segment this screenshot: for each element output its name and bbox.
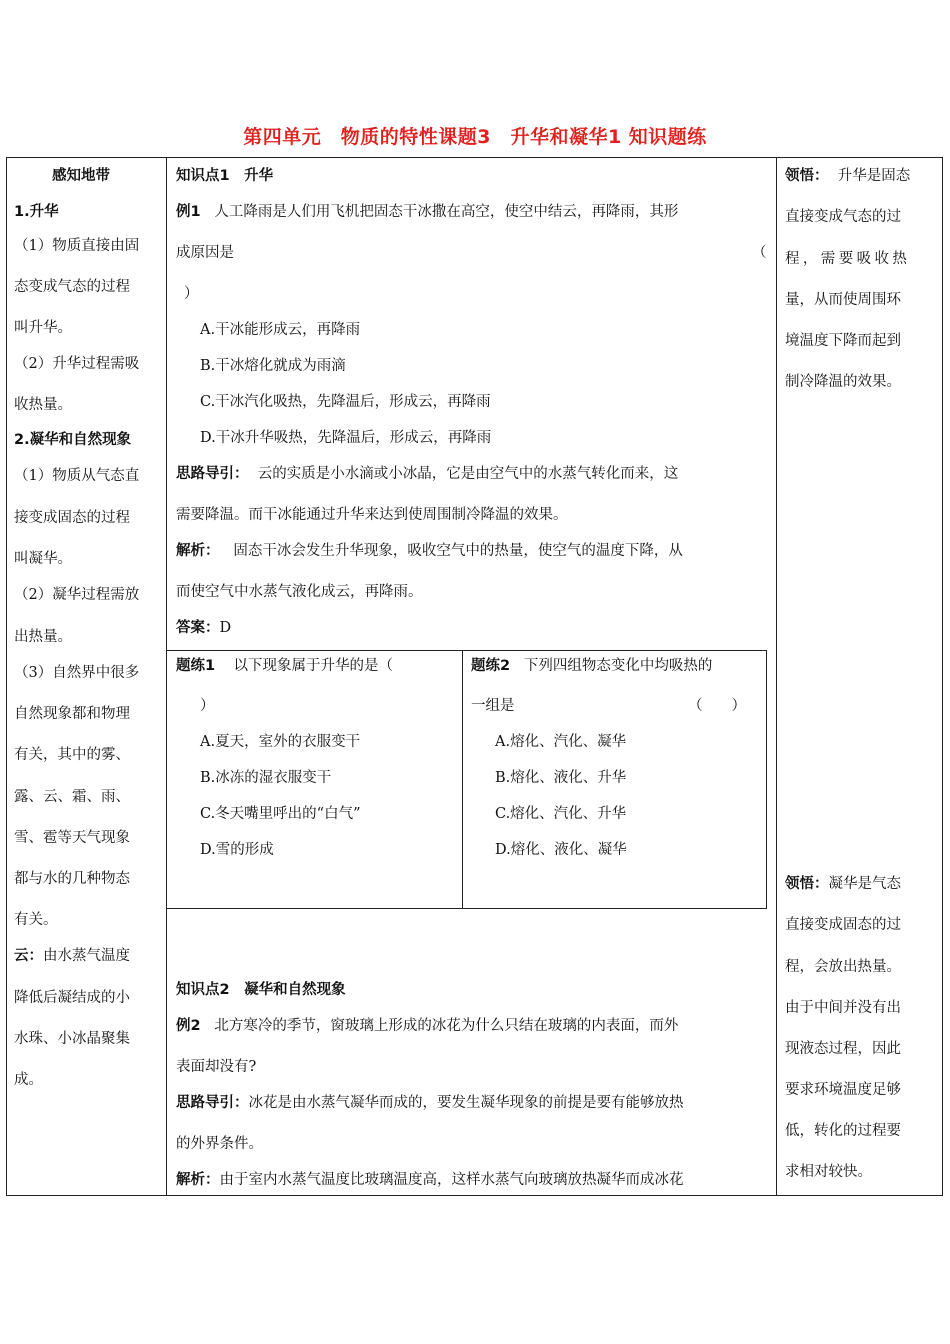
cloud-label: 云： xyxy=(14,948,43,964)
option: B.熔化、液化、升华 xyxy=(495,770,627,786)
example-1 xyxy=(176,200,678,221)
left-text: 叫升华。 xyxy=(14,320,72,336)
knowledge-point-1: 知识点1 升华 xyxy=(176,168,274,184)
analysis-label: 解析： xyxy=(176,1172,220,1188)
practice-2 xyxy=(471,654,712,675)
practice-text: ） xyxy=(200,698,215,714)
guide-label: 思路导引： xyxy=(176,466,249,482)
analysis-2 xyxy=(176,1168,684,1189)
left-text: 都与水的几种物态 xyxy=(14,871,130,887)
left-text: （1）物质直接由固 xyxy=(14,238,140,254)
knowledge-point-2: 知识点2 凝华和自然现象 xyxy=(176,982,346,998)
practice-label: 题练1 xyxy=(176,658,216,674)
guide-text: 云的实质是小水滴或小冰晶，它是由空气中的水蒸气转化而来，这 xyxy=(257,466,679,482)
divider-left xyxy=(166,157,167,1195)
left-text: 露、云、霜、雨、 xyxy=(14,789,130,805)
example-text: 北方寒冷的季节，窗玻璃上形成的冰花为什么只结在玻璃的内表面，而外 xyxy=(214,1018,679,1034)
left-text: 成。 xyxy=(14,1072,43,1088)
left-text: 水珠、小冰晶聚集 xyxy=(14,1031,130,1047)
example-label: 例2 xyxy=(176,1018,201,1034)
left-text: 态变成气态的过程 xyxy=(14,279,130,295)
insight-text: 境温度下降而起到 xyxy=(785,333,901,349)
left-text: 雪、雹等天气现象 xyxy=(14,830,130,846)
guide-label: 思路导引： xyxy=(176,1095,249,1111)
insight-text: 升华是固态 xyxy=(837,168,911,184)
practice-label: 题练2 xyxy=(471,658,511,674)
guide-text: 需要降温。而干冰能通过升华来达到使周围制冷降温的效果。 xyxy=(176,507,568,523)
option: C.冬天嘴里呼出的“白气” xyxy=(200,806,361,822)
analysis-1 xyxy=(176,539,683,560)
practice-top-border xyxy=(166,650,767,651)
left-text: （3）自然界中很多 xyxy=(14,665,140,681)
left-text: 自然现象都和物理 xyxy=(14,706,130,722)
insight-2 xyxy=(785,872,901,893)
insight-label: 领悟： xyxy=(785,168,829,184)
answer-value: D xyxy=(219,620,232,636)
insight-text: 直接变成固态的过 xyxy=(785,917,901,933)
practice-text: 一组是 xyxy=(471,698,515,714)
left-text: （1）物质从气态直 xyxy=(14,468,140,484)
practice-mid-border xyxy=(462,650,463,909)
guide-text: 冰花是由水蒸气凝华而成的，要发生凝华现象的前提是要有能够放热 xyxy=(248,1095,684,1111)
cloud-definition xyxy=(14,944,130,965)
insight-text: 程，会放出热量。 xyxy=(785,959,901,975)
example-text: 人工降雨是人们用飞机把固态干冰撒在高空，使空中结云，再降雨，其形 xyxy=(214,204,679,220)
option: C.熔化、汽化、升华 xyxy=(495,806,627,822)
left-text: （2）升华过程需吸 xyxy=(14,356,140,372)
option: D.熔化、液化、凝华 xyxy=(495,842,627,858)
example-text: 成原因是 xyxy=(176,245,234,261)
practice-right-border xyxy=(766,650,767,909)
option: A.夏天，室外的衣服变干 xyxy=(200,734,361,750)
section1-title: 1.升华 xyxy=(14,204,59,220)
option: A.干冰能形成云，再降雨 xyxy=(200,322,361,338)
option: B.干冰熔化就成为雨滴 xyxy=(200,358,346,374)
section2-title: 2.凝华和自然现象 xyxy=(14,432,132,448)
left-text: 叫凝华。 xyxy=(14,551,72,567)
answer-paren-close: ） xyxy=(184,286,199,302)
insight-text: 现液态过程，因此 xyxy=(785,1041,901,1057)
analysis-label: 解析： xyxy=(176,543,220,559)
insight-text: 程，需要吸收热 xyxy=(785,251,911,267)
practice-1 xyxy=(176,654,393,675)
left-header: 感知地带 xyxy=(52,168,110,184)
left-text: 降低后凝结成的小 xyxy=(14,990,130,1006)
page-title: 第四单元 物质的特性课题3 升华和凝华1 知识题练 xyxy=(243,126,707,148)
answer-label: 答案： xyxy=(176,620,220,636)
analysis-text: 由于室内水蒸气温度比玻璃温度高，这样水蒸气向玻璃放热凝华而成冰花 xyxy=(219,1172,684,1188)
guide-1 xyxy=(176,462,678,483)
practice-bottom-border xyxy=(166,908,767,909)
option: C.干冰汽化吸热，先降温后，形成云，再降雨 xyxy=(200,394,491,410)
answer-paren-open: （ xyxy=(752,245,767,261)
answer-paren: （ ） xyxy=(688,698,746,714)
left-text: 由水蒸气温度 xyxy=(43,948,130,964)
option: B.冰冻的湿衣服变干 xyxy=(200,770,332,786)
insight-text: 要求环境温度足够 xyxy=(785,1082,901,1098)
left-text: （2）凝华过程需放 xyxy=(14,587,140,603)
insight-text: 直接变成气态的过 xyxy=(785,209,901,225)
practice-text: 下列四组物态变化中均吸热的 xyxy=(523,658,713,674)
guide-text: 的外界条件。 xyxy=(176,1136,263,1152)
insight-1 xyxy=(785,164,910,185)
insight-text: 求相对较快。 xyxy=(785,1164,872,1180)
left-text: 有关。 xyxy=(14,912,58,928)
option: D.雪的形成 xyxy=(200,842,274,858)
guide-2 xyxy=(176,1091,684,1112)
practice-text: 以下现象属于升华的是（ xyxy=(233,658,394,674)
analysis-text: 而使空气中水蒸气液化成云，再降雨。 xyxy=(176,584,423,600)
insight-text: 由于中间并没有出 xyxy=(785,1000,901,1016)
insight-text: 低，转化的过程要 xyxy=(785,1123,901,1139)
analysis-text: 固态干冰会发生升华现象，吸收空气中的热量，使空气的温度下降，从 xyxy=(233,543,683,559)
example-text: 表面却没有? xyxy=(176,1059,257,1075)
option: D.干冰升华吸热，先降温后，形成云，再降雨 xyxy=(200,430,492,446)
option: A.熔化、汽化、凝华 xyxy=(495,734,627,750)
left-text: 有关，其中的雾、 xyxy=(14,747,130,763)
insight-text: 凝华是气态 xyxy=(828,876,901,892)
insight-label: 领悟： xyxy=(785,876,829,892)
answer-1 xyxy=(176,616,231,637)
left-text: 接变成固态的过程 xyxy=(14,510,130,526)
insight-text: 制冷降温的效果。 xyxy=(785,374,901,390)
left-text: 收热量。 xyxy=(14,397,72,413)
example-label: 例1 xyxy=(176,204,201,220)
divider-right xyxy=(776,157,777,1195)
insight-text: 量，从而使周围环 xyxy=(785,292,901,308)
example-2 xyxy=(176,1014,678,1035)
left-text: 出热量。 xyxy=(14,629,72,645)
